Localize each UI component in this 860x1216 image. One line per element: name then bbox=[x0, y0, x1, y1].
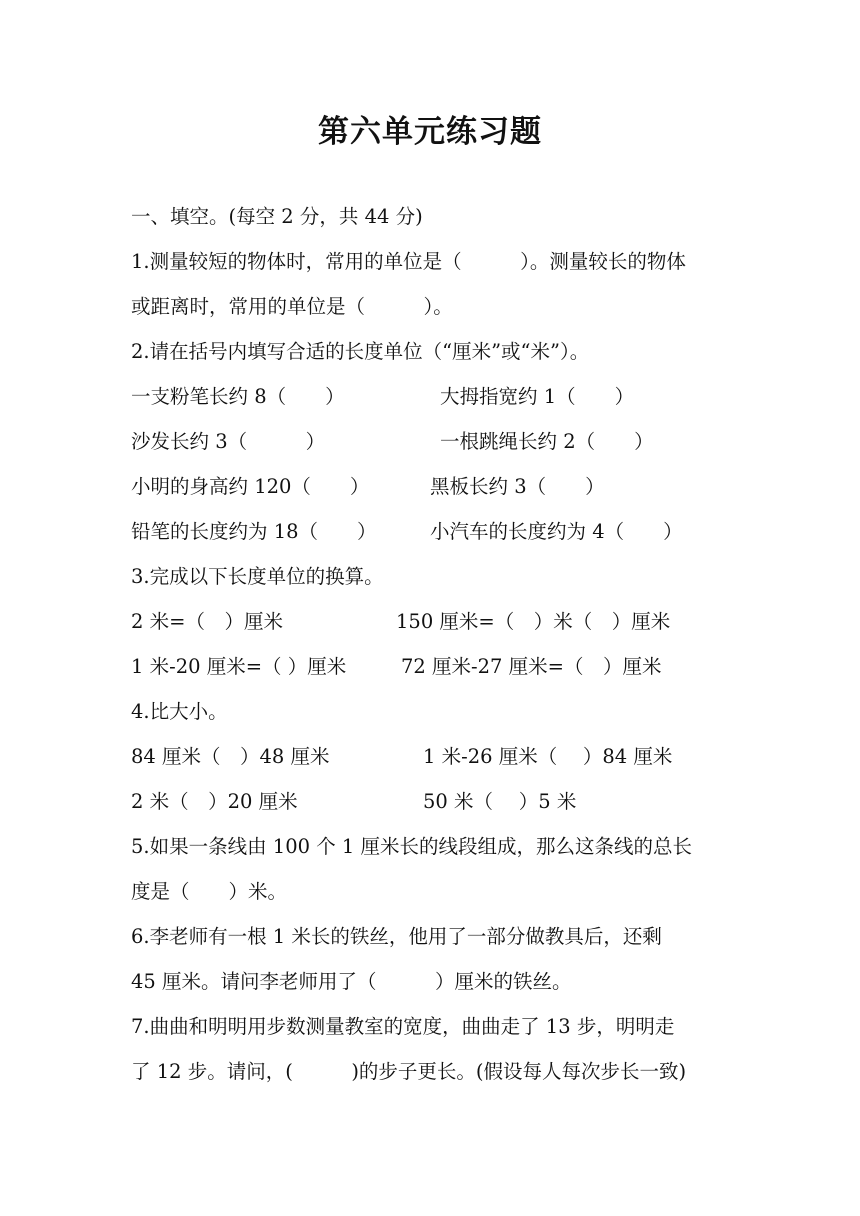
q2-item-left: 铅笔的长度约为 18（ ） bbox=[131, 520, 377, 543]
q3-item-left: 1 米-20 厘米=（ ）厘米 bbox=[131, 655, 347, 678]
q2-item-right: 黑板长约 3（ ） bbox=[430, 475, 605, 498]
q1-line2: 或距离时，常用的单位是（ ）。 bbox=[131, 295, 453, 318]
q2-item-right: 小汽车的长度约为 4（ ） bbox=[430, 520, 683, 543]
q6-line1: 6.李老师有一根 1 米长的铁丝，他用了一部分做教具后，还剩 bbox=[131, 925, 662, 948]
q3-item-right: 72 厘米-27 厘米=（ ）厘米 bbox=[401, 655, 662, 678]
q4-item-right: 1 米-26 厘米（ ）84 厘米 bbox=[423, 745, 673, 768]
q2-item-left: 沙发长约 3（ ） bbox=[131, 430, 326, 453]
section-heading: 一、填空。(每空 2 分，共 44 分) bbox=[131, 205, 423, 228]
q7-line2: 了 12 步。请问，( )的步子更长。(假设每人每次步长一致) bbox=[131, 1060, 687, 1083]
q4-item-left: 84 厘米（ ）48 厘米 bbox=[131, 745, 330, 768]
page-title: 第六单元练习题 bbox=[318, 114, 542, 150]
q4-item-left: 2 米（ ）20 厘米 bbox=[131, 790, 298, 813]
q6-line2: 45 厘米。请问李老师用了（ ）厘米的铁丝。 bbox=[131, 970, 572, 993]
q7-line1: 7.曲曲和明明用步数测量教室的宽度，曲曲走了 13 步，明明走 bbox=[131, 1015, 675, 1038]
q2-item-left: 一支粉笔长约 8（ ） bbox=[131, 385, 345, 408]
q2-item-right: 一根跳绳长约 2（ ） bbox=[440, 430, 654, 453]
q4-item-right: 50 米（ ）5 米 bbox=[423, 790, 577, 813]
q3-item-left: 2 米=（ ）厘米 bbox=[131, 610, 283, 633]
q5-line2: 度是（ ）米。 bbox=[131, 880, 288, 903]
q4-stem: 4.比大小。 bbox=[131, 700, 228, 723]
q3-stem: 3.完成以下长度单位的换算。 bbox=[131, 565, 384, 588]
q1-line1: 1.测量较短的物体时，常用的单位是（ ）。测量较长的物体 bbox=[131, 250, 686, 273]
q2-item-right: 大拇指宽约 1（ ） bbox=[440, 385, 635, 408]
q2-stem: 2.请在括号内填写合适的长度单位（“厘米”或“米”）。 bbox=[131, 340, 590, 363]
q2-item-left: 小明的身高约 120（ ） bbox=[131, 475, 370, 498]
q3-item-right: 150 厘米=（ ）米（ ）厘米 bbox=[396, 610, 671, 633]
q5-line1: 5.如果一条线由 100 个 1 厘米长的线段组成，那么这条线的总长 bbox=[131, 835, 693, 858]
